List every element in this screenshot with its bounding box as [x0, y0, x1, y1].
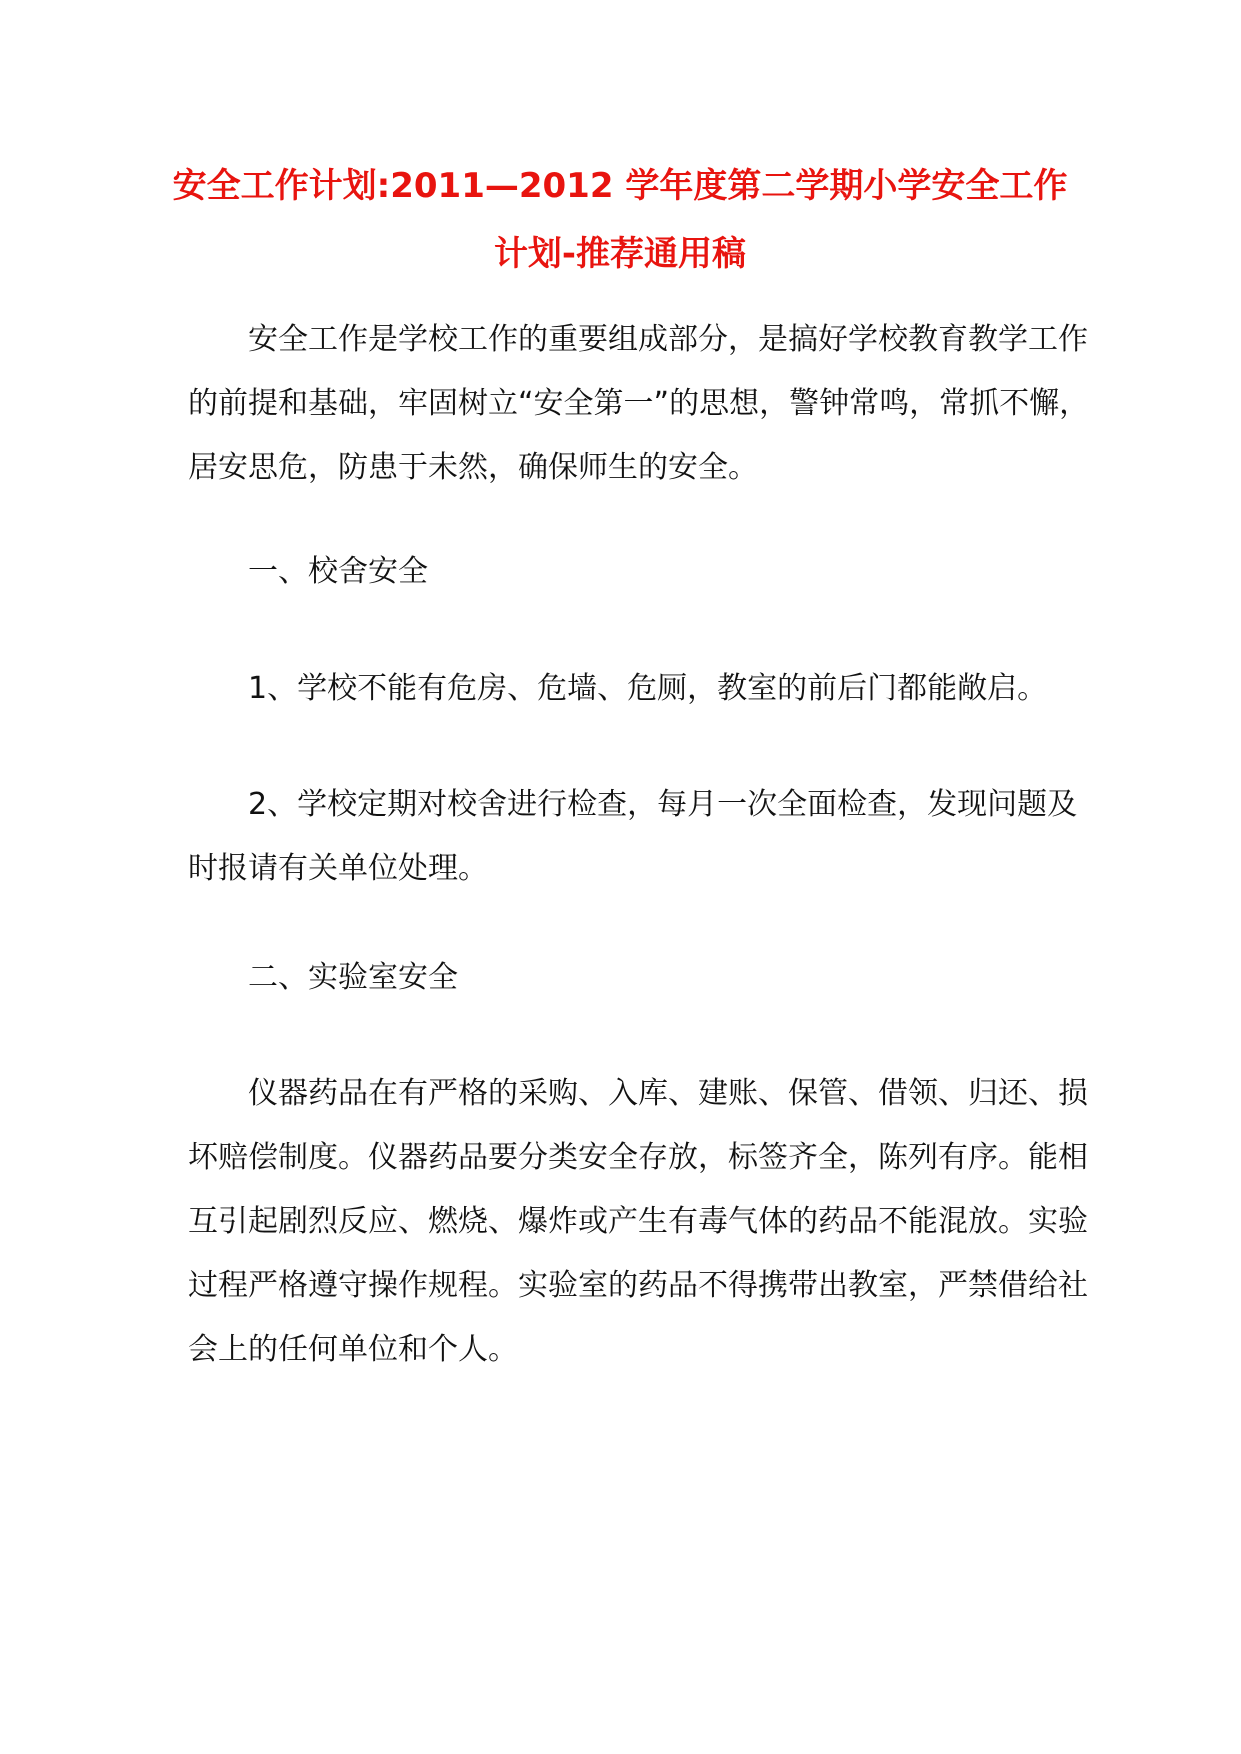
document-title — [160, 152, 1080, 288]
lab-line-3: 互引起剧烈反应、燃烧、爆炸或产生有毒气体的药品不能混放。实验 — [188, 1204, 1088, 1239]
section-heading-1 — [188, 540, 1058, 604]
lab-line-4: 过程严格遵守操作规程。实验室的药品不得携带出教室，严禁借给社 — [188, 1268, 1088, 1303]
section-heading-2 — [188, 946, 1058, 1010]
item-2-line-2: 时报请有关单位处理。 — [188, 851, 488, 886]
item-2-paragraph — [188, 773, 1078, 901]
intro-paragraph — [188, 308, 1090, 500]
lab-paragraph — [188, 1062, 1088, 1382]
lab-line-5: 会上的任何单位和个人。 — [188, 1332, 518, 1367]
intro-line-3: 居安思危，防患于未然，确保师生的安全。 — [188, 450, 758, 485]
title-line-2: 计划-推荐通用稿 — [493, 234, 747, 274]
title-line-1: 安全工作计划:2011—2012 学年度第二学期小学安全工作 — [172, 166, 1068, 206]
item-1-line-1: 1、学校不能有危房、危墙、危厕，教室的前后门都能敞启。 — [248, 671, 1048, 706]
intro-line-1: 安全工作是学校工作的重要组成部分，是搞好学校教育教学工作 — [248, 322, 1088, 357]
item-1-paragraph — [188, 657, 1058, 721]
section-heading-1-text: 一、校舍安全 — [248, 554, 428, 589]
lab-line-1: 仪器药品在有严格的采购、入库、建账、保管、借领、归还、损 — [248, 1076, 1088, 1111]
section-heading-2-text: 二、实验室安全 — [248, 960, 458, 995]
intro-line-2: 的前提和基础，牢固树立“安全第一”的思想，警钟常鸣，常抓不懈， — [188, 386, 1090, 421]
lab-line-2: 坏赔偿制度。仪器药品要分类安全存放，标签齐全，陈列有序。能相 — [188, 1140, 1088, 1175]
item-2-line-1: 2、学校定期对校舍进行检查，每月一次全面检查，发现问题及 — [248, 787, 1078, 822]
